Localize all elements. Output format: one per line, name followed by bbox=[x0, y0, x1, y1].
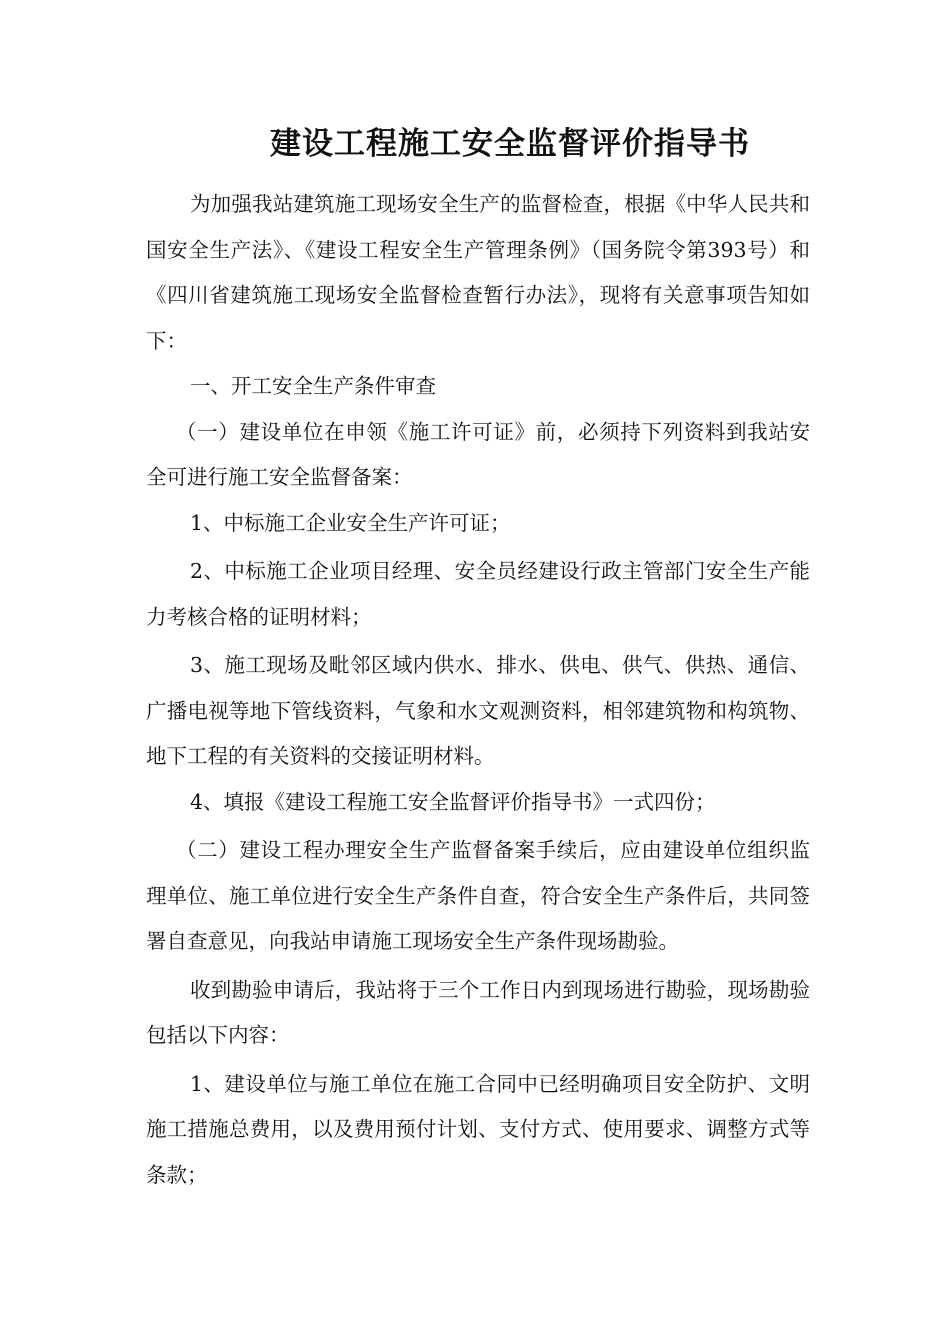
section-heading-1: 一、开工安全生产条件审查 bbox=[190, 374, 436, 398]
list-item-2: 2、中标施工企业项目经理、安全员经建设行政主管部门安全生产能力考核合格的证明材料； bbox=[146, 559, 810, 629]
paragraph-subsection-2: （二）建设工程办理安全生产监督备案手续后，应由建设单位组织监理单位、施工单位进行安全生产条件自查，符合安全生产条件后，共同签署自查意见，向我站申请施工现场安全生产条件现场勘验。 bbox=[146, 838, 810, 953]
paragraph-inspection: 收到勘验申请后，我站将于三个工作日内到现场进行勘验，现场勘验包括以下内容： bbox=[146, 977, 810, 1047]
inspection-item-1: 1、建设单位与施工单位在施工合同中已经明确项目安全防护、文明施工措施总费用，以及费用预付计划、支付方式、使用要求、调整方式等条款； bbox=[146, 1071, 810, 1187]
list-item-3: 3、施工现场及毗邻区域内供水、排水、供电、供气、供热、通信、广播电视等地下管线资料，气象和水文观测资料，相邻建筑物和构筑物、地下工程的有关资料的交接证明材料。 bbox=[146, 653, 810, 768]
document-title: 建设工程施工安全监督评价指导书 bbox=[270, 126, 750, 162]
paragraph-subsection-1: （一）建设单位在申领《施工许可证》前，必须持下列资料到我站安全可进行施工安全监督备案： bbox=[146, 419, 810, 489]
document-body bbox=[146, 182, 810, 1198]
list-item-1: 1、中标施工企业安全生产许可证； bbox=[190, 510, 511, 535]
list-item-4: 4、填报《建设工程施工安全监督评价指导书》一式四份； bbox=[190, 789, 716, 814]
paragraph-intro: 为加强我站建筑施工现场安全生产的监督检查，根据《中华人民共和国安全生产法》、《建设工程安全生产管理条例》（国务院令第393号）和《四川省建筑施工现场安全监督检查暂行办法》，现将有关意事项告知如下： bbox=[146, 192, 810, 353]
